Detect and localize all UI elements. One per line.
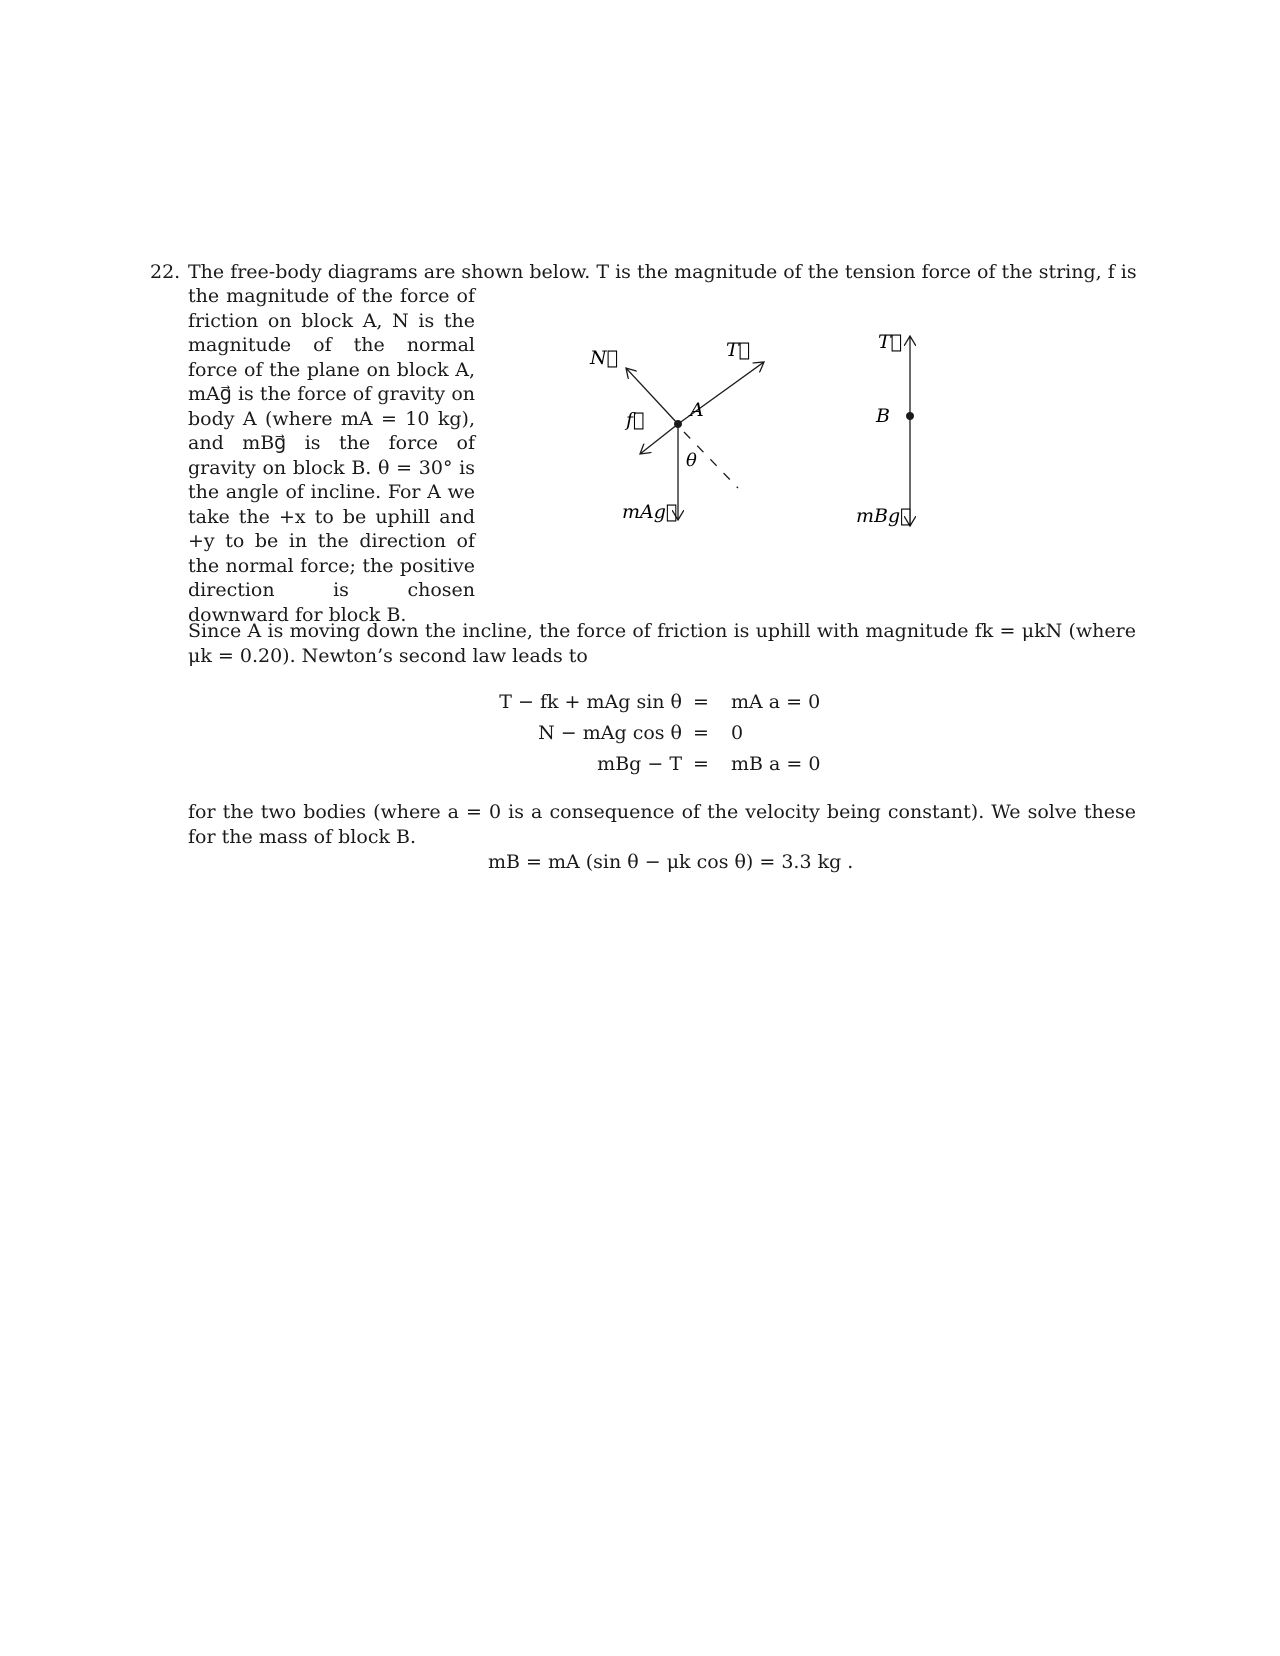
equation-1-equals: = [693,691,709,713]
equation-2-equals: = [693,722,709,744]
label-gravity-a: mAg⃗ [622,501,678,523]
paragraph-solve: for the two bodies (where a = 0 is a consequence of the velocity being constant). We solve these for the mass of block B. [188,801,1136,848]
equation-2-lhs: N − mAg cos θ [538,722,682,744]
label-theta: θ [686,450,697,471]
equation-2-rhs: 0 [731,722,744,744]
equation-3-equals: = [693,753,709,775]
label-block-a: A [690,399,704,421]
label-normal-force: N⃗ [590,347,619,369]
equation-3-lhs: mBg − T [597,753,682,775]
equation-1-rhs: mA a = 0 [731,691,821,713]
block-b-point [906,412,914,420]
friction-arrow [640,424,678,454]
label-tension-b: T⃗ [878,331,903,353]
label-tension-a: T⃗ [726,339,751,361]
label-block-b: B [876,405,890,427]
block-a-point [674,420,682,428]
paragraph-newton: Since A is moving down the incline, the force of friction is uphill with magnitude fk = μkN (where μk = 0.20). Newton’s second law leads to [188,620,1136,667]
diagram-block-b [856,331,914,527]
label-friction: f⃗ [626,409,645,431]
problem-side-text: the magnitude of the force of friction on block A, N is the magnitude of the normal force of the plane on block A, mAg⃗ is the force of gravity on body A (where mA = 10 kg), and mBg⃗ is the force of gravity on block B. θ = 30° is the angle of incline. For A we take the +x to be uphill and +y to be in the direction of the normal force; the positive direction is chosen downward for block B. [188,285,475,626]
label-gravity-b: mBg⃗ [856,505,912,527]
equation-3-rhs: mB a = 0 [731,753,821,775]
problem-number: 22. [150,261,181,283]
final-equation: mB = mA (sin θ − μk cos θ) = 3.3 kg . [488,851,854,873]
problem-intro-line: The free-body diagrams are shown below. T is the magnitude of the tension force of the string, f is [188,261,1137,283]
diagram-block-a [589,339,764,523]
free-body-diagrams [570,330,950,550]
equation-1-lhs: T − fk + mAg sin θ [499,691,682,713]
